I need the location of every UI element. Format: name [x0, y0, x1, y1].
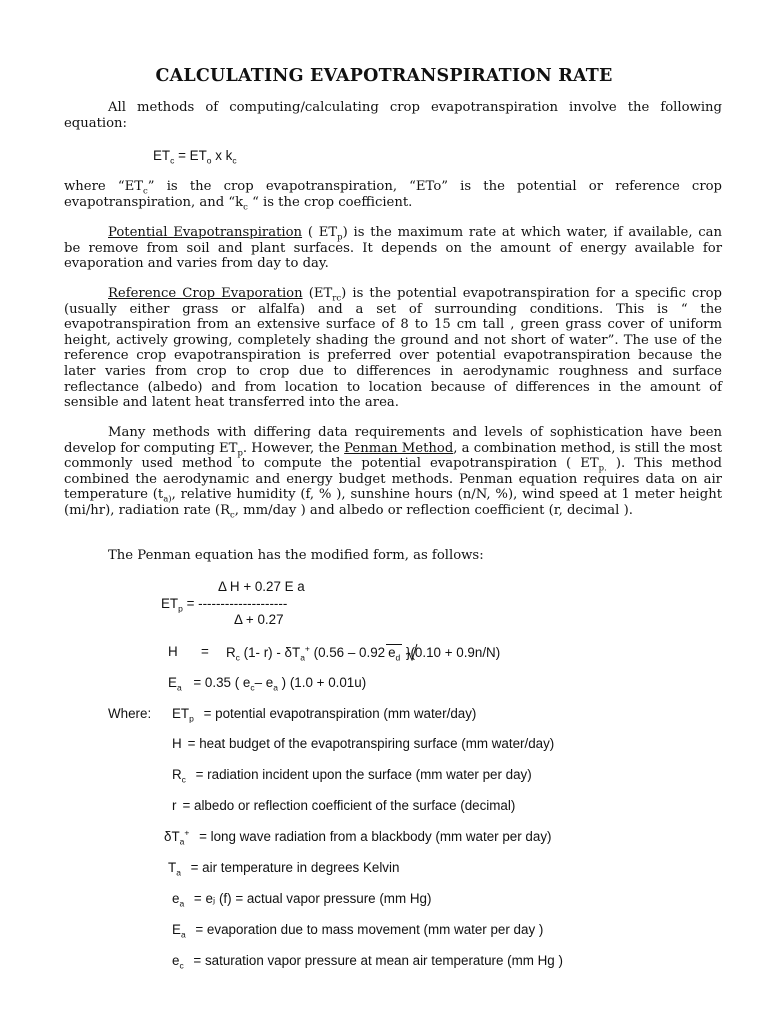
- definition-item: [172, 767, 532, 785]
- definition-item: [172, 891, 431, 907]
- penman-intro-text: The Penman equation has the modified form, as follows:: [108, 548, 484, 563]
- intro-paragraph: [64, 100, 722, 131]
- definition-symbol: e: [172, 953, 180, 968]
- methods-sub-4: c: [230, 510, 235, 521]
- definition-symbol-sub: a: [179, 836, 185, 847]
- definition-symbol: H: [172, 736, 182, 751]
- definition-item: [172, 798, 515, 813]
- definition-text: = potential evapotranspiration (mm water/day): [199, 706, 477, 721]
- methods-text-2: . However, the: [242, 440, 345, 456]
- h-equation-lhs: H: [168, 644, 178, 659]
- methods-sub-3: a): [163, 495, 172, 506]
- h-eq-t-sup: +: [304, 643, 310, 654]
- potential-sub: p: [337, 232, 343, 243]
- definition-item: [172, 736, 554, 751]
- ea-text-2: – e: [254, 675, 274, 690]
- methods-text-4: ). This method combined the aerodynamic and energy budget methods. Penman equation requires data on air temperature (t: [64, 456, 722, 503]
- methods-text-3: , a combination method, is still the most commonly used method to compute the potential evapotranspiration ( ET: [64, 440, 722, 472]
- penman-lhs: [161, 596, 288, 614]
- eq-rhs-sub: c: [232, 155, 237, 166]
- definition-text: = albedo or reflection coefficient of the surface (decimal): [182, 798, 516, 813]
- definition-symbol-sub: a: [176, 867, 181, 878]
- reference-text-2: ) is the potential evapotranspiration for a specific crop (usually either grass or alfalfa) and a set of surrounding conditions. This is “ the evapotranspiration from an extensive surface of 8 to 15 cm tall , green grass cover of uniform height, actively growing, completely shading the ground and not short of water”. The use of the reference crop evapotranspiration is preferred over potential evapotranspiration because the later varies from crop to crop due to differences in aerodynamic roughness and surface reflectance (albedo) and from location to location because of differences in the amount of sensible and latent heat transferred into the area.: [64, 286, 722, 411]
- definition-item: [172, 922, 544, 940]
- h-eq-t-sub: a: [300, 652, 305, 663]
- eq-mid-sub: o: [206, 155, 212, 166]
- where-sub-2: c: [243, 202, 248, 213]
- penman-denominator: Δ + 0.27: [234, 612, 284, 627]
- h-eq-text-2: (1- r) - δT: [239, 645, 301, 660]
- where-text-3: “ is the crop coefficient.: [247, 194, 413, 210]
- ea-text-1: = 0.35 ( e: [189, 675, 251, 690]
- penman-intro: [64, 548, 722, 564]
- definition-symbol: r: [172, 798, 177, 813]
- methods-sub-1: p: [237, 448, 243, 459]
- h-equation-rhs: [226, 643, 501, 663]
- where-paragraph: [64, 179, 723, 213]
- definition-symbol: e: [172, 891, 180, 906]
- sqrt-symbol: [386, 644, 402, 663]
- methods-text-1: Many methods with differing data requirements and levels of sophistication have been develop for computing ET: [64, 425, 722, 456]
- definition-symbol: E: [172, 922, 181, 937]
- ea-text-3: ) (1.0 + 0.01u): [277, 675, 367, 690]
- ea-equation: [168, 675, 367, 693]
- potential-text-1: ( ET: [302, 225, 338, 240]
- definition-symbol: ET: [172, 706, 190, 721]
- reference-paragraph: [64, 286, 722, 411]
- definition-text: = radiation incident upon the surface (mm water per day): [191, 767, 532, 782]
- h-eq-radicand: e: [388, 645, 396, 660]
- eq-lhs: ET: [153, 148, 171, 163]
- definition-symbol-sub: c: [179, 960, 184, 971]
- intro-text: All methods of computing/calculating crop evapotranspiration involve the following equation:: [64, 100, 722, 131]
- penman-numerator: Δ H + 0.27 E a: [218, 579, 305, 594]
- methods-text-5: , relative humidity (f, % ), sunshine hours (n/N, %), wind speed at 1 meter height (mi/hr), radiation rate (R: [64, 487, 722, 518]
- penman-method-term: Penman Method: [344, 440, 454, 456]
- potential-text-2: ) is the maximum rate at which water, if available, can be remove from soil and plant surfaces. It depends on the amount of energy available for evaporation and varies from day to day.: [64, 225, 723, 272]
- definition-symbol: δT: [164, 829, 180, 844]
- h-eq-r: R: [226, 645, 236, 660]
- definition-symbol: R: [172, 767, 182, 782]
- definition-text: = heat budget of the evapotranspiring surface (mm water/day): [187, 736, 555, 751]
- definition-text: = evaporation due to mass movement (mm water per day ): [191, 922, 544, 937]
- methods-sub-2: p.: [598, 463, 607, 474]
- ea-lhs-sub: a: [176, 682, 182, 693]
- potential-paragraph: [64, 225, 722, 272]
- eq-rhs: x k: [211, 148, 233, 163]
- h-eq-radicand-sub: d: [395, 652, 401, 663]
- definition-symbol-sub: c: [181, 774, 186, 785]
- h-eq-text-3: (0.56 – 0.92: [309, 645, 386, 660]
- definition-text: = eⱼ (f) = actual vapor pressure (mm Hg): [190, 891, 432, 906]
- ea-sub-1: c: [250, 682, 255, 693]
- potential-term: Potential Evapotranspiration: [108, 225, 303, 240]
- eq-lhs-sub: c: [170, 155, 175, 166]
- h-eq-r-sub: c: [235, 652, 240, 663]
- definition-symbol-sub: p: [189, 713, 194, 724]
- where-sub-1: c: [143, 186, 148, 197]
- definition-text: = long wave radiation from a blackbody (mm water per day): [195, 829, 552, 844]
- radical-sign: [405, 643, 419, 661]
- methods-text-6: , mm/day ) and albedo or reflection coefficient (r, decimal ).: [234, 502, 633, 518]
- definition-symbol-sub: a: [179, 898, 185, 909]
- penman-fraction-line: = --------------------: [182, 596, 288, 611]
- where-label: Where:: [108, 706, 152, 721]
- ea-lhs: E: [168, 675, 177, 690]
- definition-symbol-sub: a: [180, 929, 186, 940]
- definition-item: [168, 860, 400, 878]
- main-equation: [153, 148, 237, 166]
- definition-symbol: T: [168, 860, 177, 875]
- methods-paragraph: [64, 425, 722, 519]
- ea-sub-2: a: [273, 682, 278, 693]
- eq-mid: = ET: [174, 148, 207, 163]
- reference-text-1: (ET: [302, 286, 333, 301]
- where-text-2: ” is the crop evapotranspiration, “ETo” is the potential or reference crop evapotranspiration, and “k: [64, 179, 723, 210]
- h-eq-text-4: }(0.10 + 0.9n/N): [402, 645, 501, 660]
- document-title: CALCULATING EVAPOTRANSPIRATION RATE: [155, 66, 613, 86]
- definition-text: = air temperature in degrees Kelvin: [186, 860, 400, 875]
- penman-lhs-sym: ET: [161, 596, 179, 611]
- definition-symbol-sup: +: [184, 827, 190, 838]
- reference-sub: rc: [332, 293, 342, 304]
- definition-text: = saturation vapor pressure at mean air temperature (mm Hg ): [189, 953, 563, 968]
- reference-term: Reference Crop Evaporation: [108, 286, 303, 301]
- h-equation-eq: =: [201, 644, 209, 659]
- penman-lhs-sub: p: [178, 603, 183, 614]
- definition-item: [164, 827, 552, 847]
- definition-item: [172, 953, 563, 971]
- where-text-1: where “ET: [64, 179, 144, 194]
- definition-item: [172, 706, 477, 724]
